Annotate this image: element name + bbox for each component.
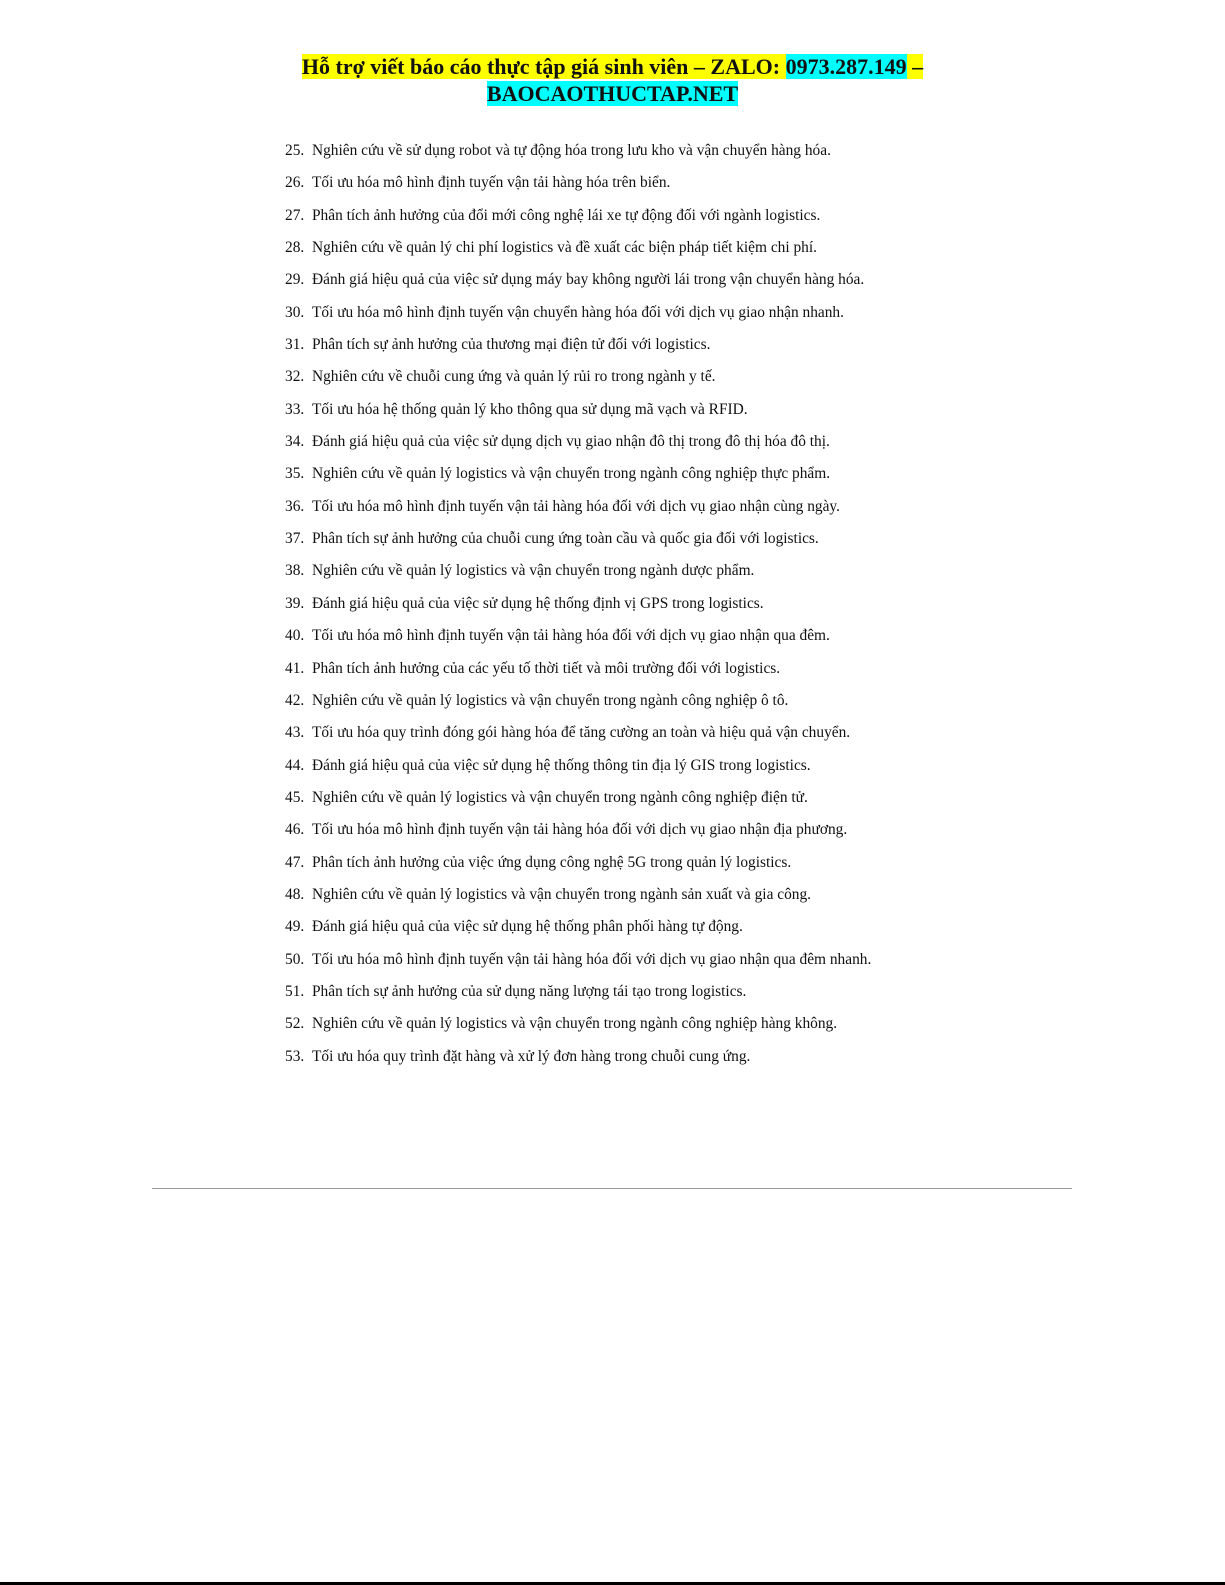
- list-item: [285, 172, 871, 204]
- list-item-text: Nghiên cứu về quản lý logistics và vận chuyển trong ngành công nghiệp thực phẩm.: [312, 465, 831, 483]
- list-item-number: 43.: [285, 724, 305, 742]
- list-item-number: 36.: [285, 497, 305, 515]
- list-item-text: Đánh giá hiệu quả của việc sử dụng máy bay không người lái trong vận chuyển hàng hóa.: [312, 271, 865, 289]
- list-item-text: Tối ưu hóa mô hình định tuyến vận tải hàng hóa đối với dịch vụ giao nhận qua đêm nhanh.: [312, 950, 872, 968]
- list-item-text: Nghiên cứu về quản lý chi phí logistics và đề xuất các biện pháp tiết kiệm chi phí.: [312, 239, 817, 257]
- list-item-text: Phân tích ảnh hưởng của đổi mới công nghệ lái xe tự động đối với ngành logistics.: [312, 206, 821, 224]
- list-item: [285, 852, 871, 884]
- list-item: [285, 658, 871, 690]
- list-item: [285, 949, 871, 981]
- list-item: [285, 593, 871, 625]
- list-item-number: 46.: [285, 821, 305, 839]
- list-item-number: 52.: [285, 1015, 305, 1033]
- list-item-number: 34.: [285, 433, 305, 451]
- list-item-text: Nghiên cứu về quản lý logistics và vận chuyển trong ngành công nghiệp hàng không.: [312, 1015, 838, 1033]
- list-item: [285, 237, 871, 269]
- list-item-text: Tối ưu hóa hệ thống quản lý kho thông qua sử dụng mã vạch và RFID.: [312, 400, 748, 418]
- list-item-text: Đánh giá hiệu quả của việc sử dụng hệ thống phân phối hàng tự động.: [312, 918, 743, 936]
- list-item: [285, 1013, 871, 1045]
- page-header: [0, 53, 1225, 107]
- list-item-number: 49.: [285, 918, 305, 936]
- list-item-number: 50.: [285, 950, 305, 968]
- list-item-text: Tối ưu hóa mô hình định tuyến vận chuyển hàng hóa đối với dịch vụ giao nhận nhanh.: [312, 303, 844, 321]
- list-item-number: 29.: [285, 271, 305, 289]
- list-item-number: 38.: [285, 562, 305, 580]
- list-item-text: Đánh giá hiệu quả của việc sử dụng hệ thống định vị GPS trong logistics.: [312, 594, 764, 612]
- list-item: [285, 787, 871, 819]
- list-item-text: Đánh giá hiệu quả của việc sử dụng dịch vụ giao nhận đô thị trong đô thị hóa đô thị.: [312, 433, 830, 451]
- list-item-number: 48.: [285, 885, 305, 903]
- list-item-number: 28.: [285, 239, 305, 257]
- list-item: [285, 819, 871, 851]
- header-support-text: Hỗ trợ viết báo cáo thực tập giá sinh viên – ZALO:: [301, 54, 786, 79]
- list-item-number: 41.: [285, 659, 305, 677]
- list-item: [285, 269, 871, 301]
- header-phone: 0973.287.149: [785, 54, 907, 79]
- header-line-2: [0, 80, 1225, 107]
- list-item-number: 25.: [285, 142, 305, 159]
- list-item-text: Tối ưu hóa mô hình định tuyến vận tải hàng hóa đối với dịch vụ giao nhận địa phương.: [312, 821, 848, 839]
- list-item: [285, 496, 871, 528]
- list-item-text: Tối ưu hóa mô hình định tuyến vận tải hàng hóa trên biển.: [312, 174, 671, 192]
- list-item-text: Phân tích sự ảnh hưởng của sử dụng năng lượng tái tạo trong logistics.: [312, 982, 747, 1000]
- list-item: [285, 399, 871, 431]
- list-item-number: 31.: [285, 336, 305, 354]
- list-item: [285, 722, 871, 754]
- list-item-number: 33.: [285, 400, 305, 418]
- list-item: [285, 625, 871, 657]
- list-item-number: 35.: [285, 465, 305, 483]
- list-item-number: 45.: [285, 788, 305, 806]
- list-item-text: Đánh giá hiệu quả của việc sử dụng hệ thống thông tin địa lý GIS trong logistics.: [312, 756, 811, 774]
- list-item: [285, 205, 871, 237]
- list-item-text: Nghiên cứu về quản lý logistics và vận chuyển trong ngành công nghiệp điện tử.: [312, 788, 808, 806]
- list-item-number: 40.: [285, 627, 305, 645]
- list-item-number: 44.: [285, 756, 305, 774]
- list-item-text: Tối ưu hóa mô hình định tuyến vận tải hàng hóa đối với dịch vụ giao nhận qua đêm.: [312, 627, 830, 645]
- list-item: [285, 302, 871, 334]
- list-item-number: 26.: [285, 174, 305, 192]
- list-item-text: Nghiên cứu về quản lý logistics và vận chuyển trong ngành sản xuất và gia công.: [312, 885, 812, 903]
- list-item: [285, 916, 871, 948]
- list-item-number: 53.: [285, 1047, 305, 1065]
- list-item-number: 30.: [285, 303, 305, 321]
- list-item-number: 39.: [285, 594, 305, 612]
- list-item-number: 37.: [285, 530, 305, 548]
- list-item-text: Nghiên cứu về sử dụng robot và tự động hóa trong lưu kho và vận chuyển hàng hóa.: [312, 142, 831, 159]
- list-item-text: Tối ưu hóa quy trình đặt hàng và xử lý đơn hàng trong chuỗi cung ứng.: [312, 1047, 751, 1065]
- list-item-number: 42.: [285, 691, 305, 709]
- list-item-text: Nghiên cứu về quản lý logistics và vận chuyển trong ngành công nghiệp ô tô.: [312, 691, 789, 709]
- list-item: [285, 528, 871, 560]
- list-item: [285, 140, 871, 172]
- list-item: [285, 1046, 871, 1078]
- header-dash: –: [906, 54, 924, 79]
- list-item: [285, 463, 871, 495]
- footer-divider: [152, 1188, 1072, 1189]
- list-item: [285, 334, 871, 366]
- list-item: [285, 366, 871, 398]
- list-item-text: Tối ưu hóa quy trình đóng gói hàng hóa để tăng cường an toàn và hiệu quả vận chuyển.: [312, 724, 851, 742]
- topic-list: [285, 140, 871, 1078]
- list-item: [285, 431, 871, 463]
- header-line-1: [0, 53, 1225, 80]
- list-item-text: Phân tích ảnh hưởng của việc ứng dụng công nghệ 5G trong quản lý logistics.: [312, 853, 792, 871]
- list-item: [285, 755, 871, 787]
- list-item-text: Phân tích sự ảnh hưởng của chuỗi cung ứng toàn cầu và quốc gia đối với logistics.: [312, 530, 819, 548]
- list-item-number: 47.: [285, 853, 305, 871]
- list-item-text: Nghiên cứu về chuỗi cung ứng và quản lý rủi ro trong ngành y tế.: [312, 368, 716, 386]
- header-website: BAOCAOTHUCTAP.NET: [486, 81, 739, 106]
- list-item-text: Phân tích sự ảnh hưởng của thương mại điện tử đối với logistics.: [312, 336, 711, 354]
- list-item-text: Nghiên cứu về quản lý logistics và vận chuyển trong ngành dược phẩm.: [312, 562, 755, 580]
- list-item-text: Tối ưu hóa mô hình định tuyến vận tải hàng hóa đối với dịch vụ giao nhận cùng ngày.: [312, 497, 840, 515]
- list-item: [285, 981, 871, 1013]
- list-item: [285, 884, 871, 916]
- list-item: [285, 690, 871, 722]
- list-item-number: 51.: [285, 982, 305, 1000]
- list-item-number: 32.: [285, 368, 305, 386]
- list-item-number: 27.: [285, 206, 305, 224]
- list-item-text: Phân tích ảnh hưởng của các yếu tố thời tiết và môi trường đối với logistics.: [312, 659, 781, 677]
- list-item: [285, 560, 871, 592]
